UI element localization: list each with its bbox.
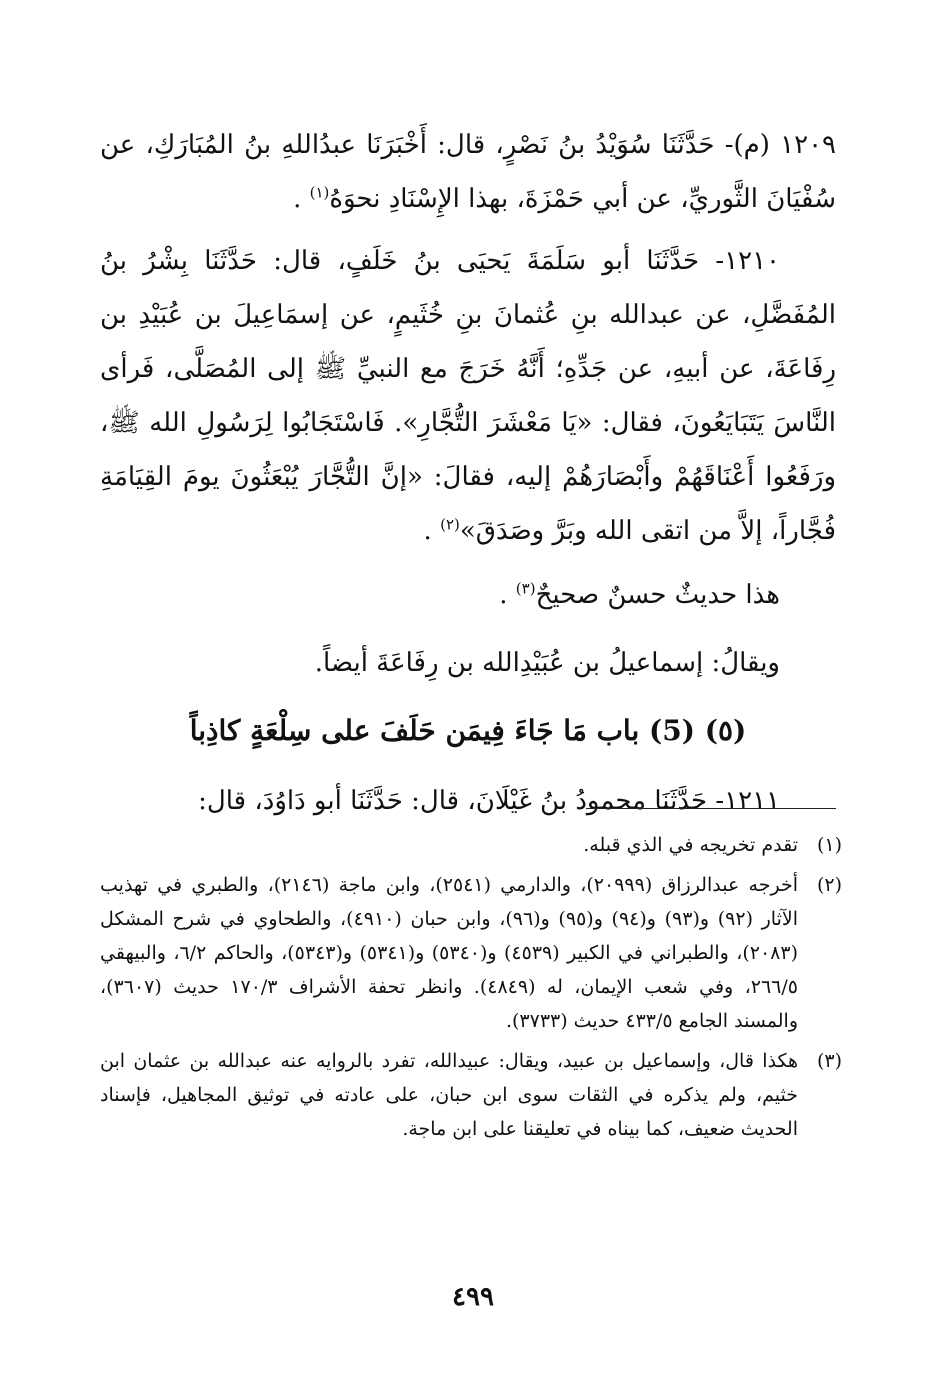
footnote-text: هكذا قال، وإسماعيل بن عبيد، ويقال: عبيدالله، تفرد بالروايه عنه عبدالله بن عثمان ابن خثيم، ولم يذكره في الثقات سوى ابن حبان، على عادته في توثيق المجاهيل، فإسناد الحديث ضعيف، كما بيناه في تعليقنا على ابن ماجة. bbox=[100, 1050, 798, 1140]
footnotes bbox=[100, 828, 842, 1152]
name-note: ويقالُ: إسماعيلُ بن عُبَيْدِالله بن رِفَاعَةَ أيضاً. bbox=[314, 648, 780, 678]
hadith-1209 bbox=[100, 118, 836, 226]
footnote-ref-1[interactable]: (١) bbox=[309, 183, 330, 202]
chapter-heading: (٥) (5) باب مَا جَاءَ فِيمَن حَلَفَ على سِلْعَةٍ كاذِباً bbox=[189, 714, 747, 747]
hadith-1210-text: ١٢١٠- حَدَّثَنَا أبو سَلَمَةَ يَحيَى بنُ خَلَفٍ، قال: حَدَّثَنَا بِشْرُ بنُ المُفَضَّلِ، عن عبدالله بنِ عُثمانَ بنِ خُثَيمٍ، عن إسمَاعِيلَ بن عُبَيْدِ بن رِفَاعَةَ، عن أبيهِ، عن جَدِّهِ؛ أَنَّهُ خَرَجَ مع النبيِّ ﷺ إلى المُصَلَّى، فَرأى النَّاسَ يَتَبَايَعُونَ، فقال: «يَا مَعْشَرَ التُّجَّارِ». فَاسْتَجَابُوا لِرَسُولِ الله ﷺ، ورَفَعُوا أَعْنَاقَهُمْ وأَبْصَارَهُمْ إليه، فقالَ: «إنَّ التُّجَّارَ يُبْعَثُونَ يومَ القِيَامَةِ فُجَّاراً، إلاَّ من اتقى الله وبَرَّ وصَدَقَ» bbox=[100, 246, 836, 546]
footnote-divider bbox=[586, 808, 836, 809]
hadith-1209-end: . bbox=[293, 184, 310, 214]
footnote-number: (١) bbox=[816, 834, 842, 856]
footnote-ref-3[interactable]: (٣) bbox=[515, 579, 536, 598]
footnote-number: (٢) bbox=[816, 874, 842, 896]
grading-line bbox=[100, 568, 836, 622]
footnote-2 bbox=[100, 868, 842, 1038]
page-number: ٤٩٩ bbox=[452, 1282, 494, 1312]
hadith-1210 bbox=[100, 234, 836, 558]
footnote-ref-2[interactable]: (٢) bbox=[440, 515, 460, 534]
grading-text: هذا حديثٌ حسنٌ صحيحٌ bbox=[535, 580, 780, 610]
hadith-1211: ١٢١١- حَدَّثَنَا محمودُ بنُ غَيْلَانَ، قال: حَدَّثَنَا أبو دَاوُدَ، قال: bbox=[198, 786, 780, 816]
hadith-1210-end: . bbox=[423, 516, 441, 546]
hadith-1209-text: ١٢٠٩ (م)- حَدَّثَنَا سُوَيْدُ بنُ نَصْرٍ، قال: أَخْبَرَنَا عبدُاللهِ بنُ المُبَارَكِ، عن سُفْيَانَ الثَّوريِّ، عن أبي حَمْزَةَ، بهذا الإِسْنَادِ نحوَهُ bbox=[100, 130, 836, 214]
main-text bbox=[100, 118, 836, 828]
footnote-number: (٣) bbox=[816, 1050, 842, 1072]
footnote-3 bbox=[100, 1044, 842, 1146]
footnote-text: أخرجه عبدالرزاق (٢٠٩٩٩)، والدارمي (٢٥٤١)، وابن ماجة (٢١٤٦)، والطبري في تهذيب الآثار (٩٢) و(٩٣) و(٩٤) و(٩٥) و(٩٦)، وابن حبان (٤٩١٠)، والطحاوي في شرح المشكل (٢٠٨٣)، والطبراني في الكبير (٤٥٣٩) و(٥٣٤٠) و(٥٣٤١) و(٥٣٤٣)، والحاكم ٦/٢، والبيهقي ٢٦٦/٥، وفي شعب الإيمان، له (٤٨٤٩). وانظر تحفة الأشراف ١٧٠/٣ حديث (٣٦٠٧)، والمسند الجامع ٤٣٣/٥ حديث (٣٧٣٣). bbox=[100, 874, 799, 1032]
grading-end: . bbox=[499, 580, 516, 610]
footnote-1 bbox=[100, 828, 842, 862]
footnote-text: تقدم تخريجه في الذي قبله. bbox=[583, 834, 798, 856]
